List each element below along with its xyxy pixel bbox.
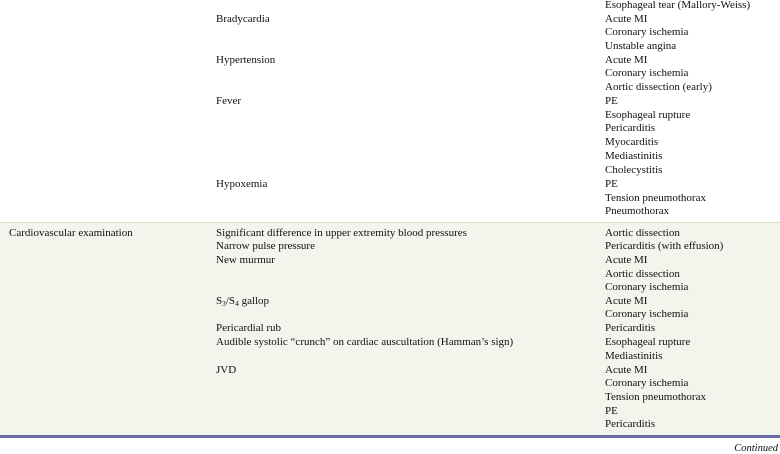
diagnosis-item: Acute MI <box>605 13 648 25</box>
diagnosis-item: Aortic dissection <box>605 268 680 280</box>
category-label: Cardiovascular examination <box>9 227 133 239</box>
diagnosis-item: Mediastinitis <box>605 150 663 162</box>
finding-gallop: $S_3/S_4$ gallop <box>216 295 270 308</box>
diagnosis-item: Coronary ischemia <box>605 67 689 79</box>
diagnosis-item: Coronary ischemia <box>605 308 689 320</box>
diagnosis-item: Pneumothorax <box>605 205 670 217</box>
diagnosis-item: Esophageal tear (Mallory-Weiss) <box>605 0 751 11</box>
finding-fever: Fever <box>216 95 242 107</box>
finding-bp-difference: Significant difference in upper extremity blood pressures <box>216 227 467 239</box>
diagnosis-item: Tension pneumothorax <box>605 391 706 403</box>
diagnosis-item: PE <box>605 405 618 417</box>
table-bottom-rule <box>0 435 780 438</box>
diagnosis-item: Aortic dissection <box>605 227 680 239</box>
continued-label: Continued <box>734 443 778 454</box>
finding-new-murmur: New murmur <box>216 254 275 266</box>
finding-hypertension: Hypertension <box>216 54 276 66</box>
diagnosis-item: Tension pneumothorax <box>605 192 706 204</box>
finding-narrow-pulse-pressure: Narrow pulse pressure <box>216 240 315 252</box>
diagnosis-item: Pericarditis (with effusion) <box>605 240 724 252</box>
finding-pericardial-rub: Pericardial rub <box>216 322 282 334</box>
diagnosis-item: Cholecystitis <box>605 164 663 176</box>
diagnosis-item: Aortic dissection (early) <box>605 81 712 93</box>
finding-bradycardia: Bradycardia <box>216 13 270 25</box>
diagnosis-item: Acute MI <box>605 254 648 266</box>
diagnosis-item: Coronary ischemia <box>605 281 689 293</box>
diagnosis-item: Myocarditis <box>605 136 659 148</box>
diagnosis-item: Acute MI <box>605 364 648 376</box>
diagnosis-item: Acute MI <box>605 54 648 66</box>
diagnosis-item: Unstable angina <box>605 40 677 52</box>
diagnosis-item: Pericarditis <box>605 122 656 134</box>
finding-jvd: JVD <box>216 364 237 376</box>
diagnosis-item: Pericarditis <box>605 418 656 430</box>
diagnosis-item: Coronary ischemia <box>605 377 689 389</box>
diagnosis-item: Esophageal rupture <box>605 336 691 348</box>
diagnosis-item: Esophageal rupture <box>605 109 691 121</box>
finding-hypoxemia: Hypoxemia <box>216 178 268 190</box>
diagnosis-item: Coronary ischemia <box>605 26 689 38</box>
finding-hammans-sign: Audible systolic “crunch” on cardiac auscultation (Hamman’s sign) <box>216 336 514 348</box>
diagnosis-item: Mediastinitis <box>605 350 663 362</box>
diagnosis-item: PE <box>605 95 618 107</box>
diagnosis-item: Acute MI <box>605 295 648 307</box>
diagnosis-item: Pericarditis <box>605 322 656 334</box>
diagnosis-item: PE <box>605 178 618 190</box>
